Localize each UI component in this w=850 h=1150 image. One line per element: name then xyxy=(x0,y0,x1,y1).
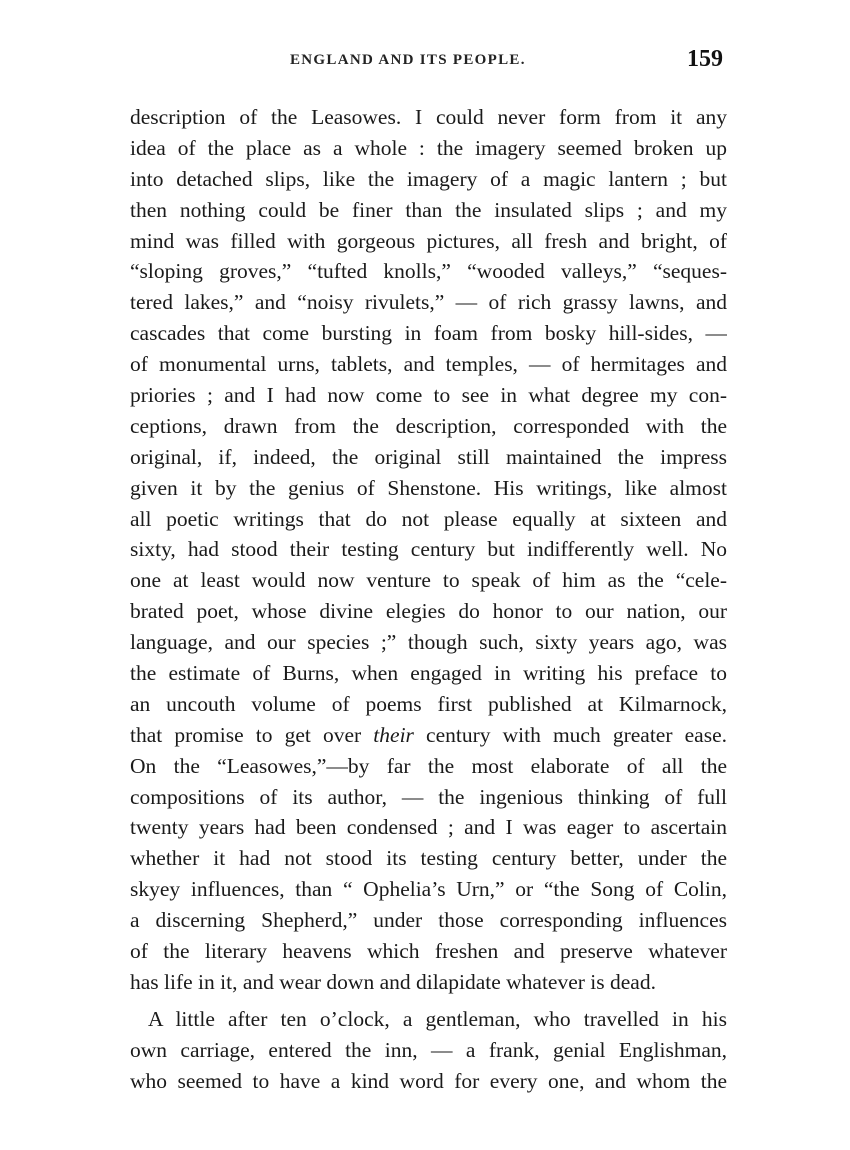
text-line: whether it had not stood its testing century better, under the xyxy=(130,846,727,871)
text-line: sixty, had stood their testing century but indifferently well. No xyxy=(130,537,727,562)
text-line: ceptions, drawn from the description, corresponded with the xyxy=(130,413,727,438)
text-line: idea of the place as a whole : the imagery seemed broken up xyxy=(130,135,727,160)
text-line: one at least would now venture to speak of him as the “cele- xyxy=(130,568,727,593)
text-line: who seemed to have a kind word for every one, and whom the xyxy=(130,1068,727,1093)
running-title: ENGLAND AND ITS PEOPLE. xyxy=(290,52,526,68)
text-line: compositions of its author, — the ingenious thinking of full xyxy=(130,784,727,809)
text-line: all poetic writings that do not please equally at sixteen and xyxy=(130,506,727,531)
text-line: mind was filled with gorgeous pictures, all fresh and bright, of xyxy=(130,228,727,253)
running-head xyxy=(130,46,725,76)
text-line: priories ; and I had now come to see in what degree my con- xyxy=(130,383,727,408)
text-line: On the “Leasowes,”—by far the most elaborate of all the xyxy=(130,753,727,778)
body-text xyxy=(130,102,727,1097)
text-line: cascades that come bursting in foam from bosky hill-sides, — xyxy=(130,321,727,346)
text-line: original, if, indeed, the original still maintained the impress xyxy=(130,444,727,469)
text-line: A little after ten o’clock, a gentleman, who travelled in his xyxy=(148,1006,727,1031)
text-line: tered lakes,” and “noisy rivulets,” — of rich grassy lawns, and xyxy=(130,290,727,315)
text-line: description of the Leasowes. I could never form from it any xyxy=(130,105,727,129)
text-line: then nothing could be finer than the insulated slips ; and my xyxy=(130,197,727,222)
text-line: language, and our species ;” though such, sixty years ago, was xyxy=(130,630,727,655)
text-line: the estimate of Burns, when engaged in writing his preface to xyxy=(130,661,727,686)
text-line: an uncouth volume of poems first published at Kilmarnock, xyxy=(130,691,727,716)
text-line: twenty years had been condensed ; and I was eager to ascertain xyxy=(130,815,727,840)
text-line: own carriage, entered the inn, — a frank, genial Englishman, xyxy=(130,1037,727,1062)
text-line: of monumental urns, tablets, and temples, — of hermitages and xyxy=(130,352,727,377)
text-line-with-italic: that promise to get over their century with much greater ease. xyxy=(130,722,727,747)
text-line: into detached slips, like the imagery of a magic lantern ; but xyxy=(130,166,727,191)
text-line: “sloping groves,” “tufted knolls,” “wooded valleys,” “seques- xyxy=(130,259,727,284)
paragraph xyxy=(130,102,727,998)
page-number: 159 xyxy=(687,46,723,72)
text-line: skyey influences, than “ Ophelia’s Urn,” or “the Song of Colin, xyxy=(130,877,727,902)
paragraph xyxy=(130,1004,727,1097)
text-line: brated poet, whose divine elegies do honor to our nation, our xyxy=(130,599,727,624)
text-line: of the literary heavens which freshen and preserve whatever xyxy=(130,939,727,964)
text-line: a discerning Shepherd,” under those corresponding influences xyxy=(130,908,727,933)
text-line: given it by the genius of Shenstone. His writings, like almost xyxy=(130,475,727,500)
italic-word: their xyxy=(373,722,414,747)
text-line: has life in it, and wear down and dilapidate whatever is dead. xyxy=(130,969,656,994)
